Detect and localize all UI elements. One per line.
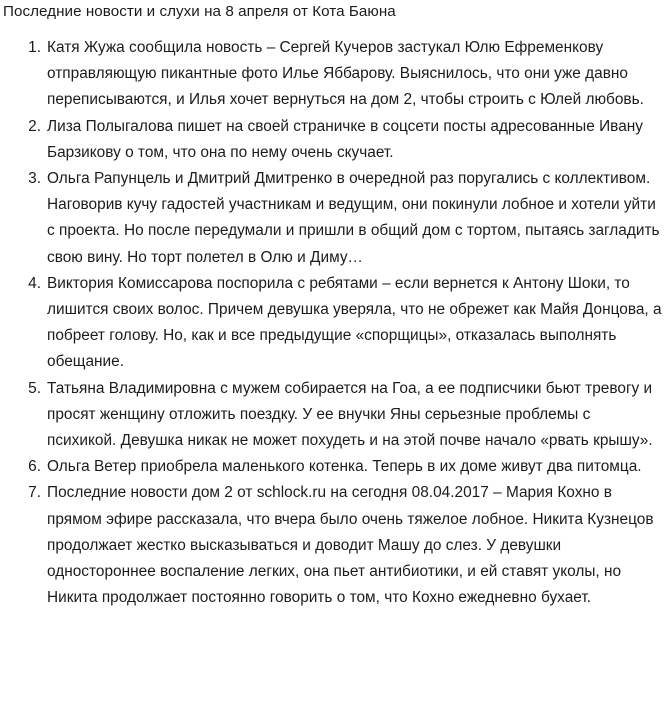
list-item: [0, 271, 670, 376]
list-item-text: Лиза Полыгалова пишет на своей страничке в соцсети посты адресованные Ивану Барзикову о том, что она по нему очень скучает.: [47, 117, 643, 161]
spacer: [0, 22, 670, 35]
list-item-text: Последние новости дом 2 от schlock.ru на сегодня 08.04.2017 – Мария Кохно в прямом эфире рассказала, что вчера было очень тяжелое лобное. Никита Кузнецов продолжает жестко высказываться и доводит Машу до слез. У девушки одностороннее воспаление легких, она пьет антибиотики, и ей ставят уколы, но Никита продолжает постоянно говорить о том, что Кохно ежедневно бухает.: [47, 484, 654, 607]
list-item-text: Катя Жужа сообщила новость – Сергей Кучеров застукал Юлю Ефременкову отправляющую пикантные фото Илье Яббарову. Выяснилось, что они уже давно переписываются, и Илья хочет вернуться на дом 2, чтобы строить с Юлей любовь.: [47, 39, 644, 109]
list-item: [0, 166, 670, 271]
list-item-text: Виктория Комиссарова поспорила с ребятами – если вернется к Антону Шоки, то лишится своих волос. Причем девушка уверяла, что не обрежет как Майя Донцова, а побреет голову. Но, как и все предыдущие «спорщицы», отказалась выполнять обещание.: [47, 274, 662, 371]
news-list: [0, 35, 670, 611]
list-item: [0, 35, 670, 114]
page-title: Последние новости и слухи на 8 апреля от Кота Баюна: [3, 3, 396, 20]
list-item-text: Ольга Рапунцель и Дмитрий Дмитренко в очередной раз поругались с коллективом. Наговорив кучу гадостей участникам и ведущим, они покинули лобное и хотели уйти с проекта. Но после передумали и пришли в общий дом с тортом, пытаясь загладить свою вину. Но торт полетел в Олю и Диму…: [47, 170, 660, 266]
list-item-text: Татьяна Владимировна с мужем собирается на Гоа, а ее подписчики бьют тревогу и просят женщину отложить поездку. У ее внучки Яны серьезные проблемы с психикой. Девушка никак не может похудеть и на этой почве начало «рвать крышу».: [47, 379, 653, 450]
list-item: [0, 454, 670, 480]
list-item: [0, 480, 670, 611]
list-item-text: Ольга Ветер приобрела маленького котенка. Теперь в их доме живут два питомца.: [47, 458, 642, 476]
list-item: [0, 114, 670, 166]
list-item: [0, 376, 670, 455]
